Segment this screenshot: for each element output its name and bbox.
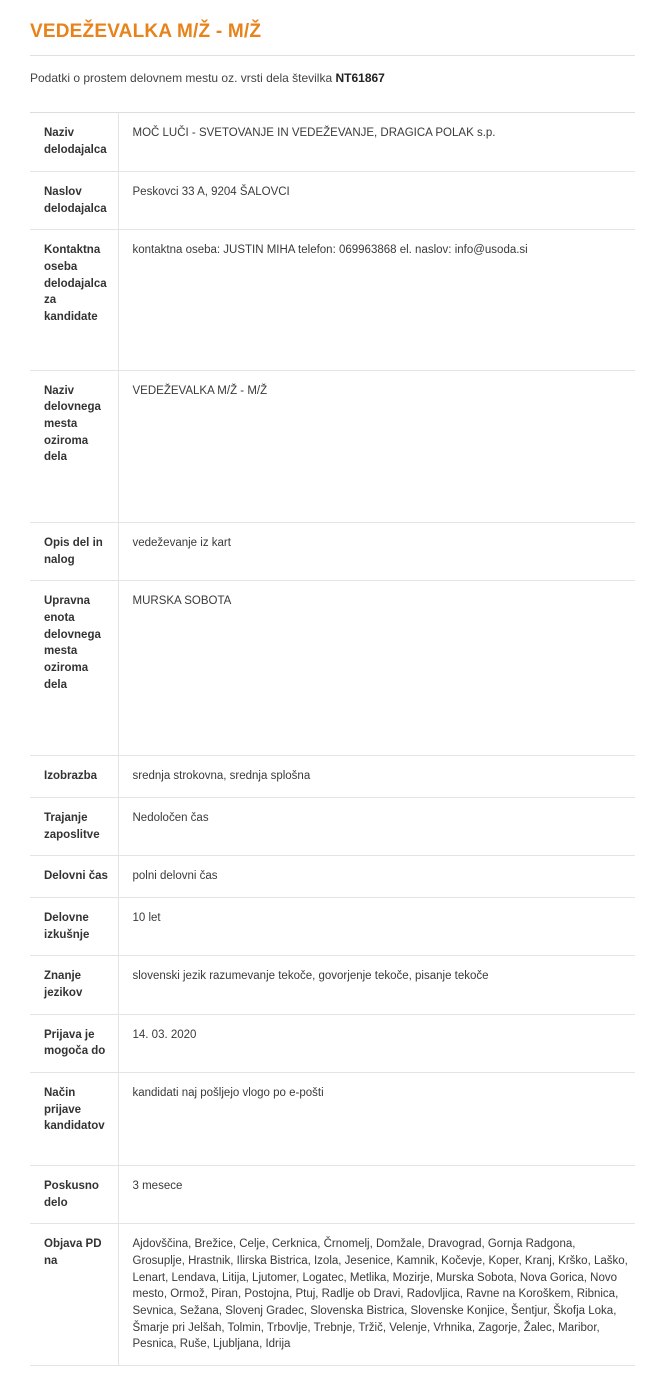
row-label: Upravna enota delovnega mesta oziroma dela <box>44 595 101 691</box>
table-row <box>30 756 635 798</box>
posting-subtitle <box>30 70 635 87</box>
table-row <box>30 856 635 898</box>
row-label: Poskusno delo <box>44 1180 99 1209</box>
row-value: 3 mesece <box>118 1166 635 1224</box>
row-label: Kontaktna oseba delodajalca za kandidate <box>44 244 107 323</box>
row-value: Ajdovščina, Brežice, Celje, Cerknica, Črnomelj, Domžale, Dravograd, Gornja Radgona, Grosuplje, Hrastnik, Ilirska Bistrica, Izola, Jesenice, Kamnik, Kočevje, Koper, Kranj, Krško, Laško, Lenart, Lendava, Litija, Ljutomer, Logatec, Metlika, Mozirje, Murska Sobota, Nova Gorica, Novo mesto, Ormož, Piran, Postojna, Ptuj, Radlje ob Dravi, Radovljica, Ravne na Koroškem, Ribnica, Sevnica, Sežana, Slovenj Gradec, Slovenska Bistrica, Slovenske Konjice, Šentjur, Škofja Loka, Šmarje pri Jelšah, Tolmin, Trbovlje, Trebnje, Tržič, Velenje, Vrhnika, Zagorje, Žalec, Maribor, Pesnica, Ruše, Ljubljana, Idrija <box>118 1224 635 1366</box>
row-label: Objava PD na <box>44 1238 102 1268</box>
row-label: Izobrazba <box>44 770 98 783</box>
row-value: MOČ LUČI - SVETOVANJE IN VEDEŽEVANJE, DRAGICA POLAK s.p. <box>118 113 635 171</box>
table-row <box>30 797 635 855</box>
table-row <box>30 1166 635 1224</box>
row-value: kontaktna oseba: JUSTIN MIHA telefon: 069963868 el. naslov: info@usoda.si <box>118 230 635 370</box>
page-title: VEDEŽEVALKA M/Ž - M/Ž <box>30 21 262 42</box>
table-row <box>30 1014 635 1072</box>
table-row <box>30 522 635 580</box>
table-row <box>30 171 635 229</box>
row-label: Način prijave kandidatov <box>44 1086 105 1133</box>
row-label: Znanje jezikov <box>44 970 83 999</box>
row-label: Naslov delodajalca <box>44 185 107 215</box>
table-row <box>30 1224 635 1366</box>
row-value: slovenski jezik razumevanje tekoče, govorjenje tekoče, pisanje tekoče <box>118 956 635 1014</box>
row-value: MURSKA SOBOTA <box>118 581 635 756</box>
row-value: vedeževanje iz kart <box>118 522 635 580</box>
row-value: srednja strokovna, srednja splošna <box>118 756 635 798</box>
row-value: 10 let <box>118 897 635 955</box>
posting-number: NT61867 <box>335 70 385 85</box>
row-label: Prijava je mogoča do <box>44 1028 106 1058</box>
table-row <box>30 230 635 370</box>
table-row <box>30 956 635 1014</box>
table-row <box>30 1072 635 1165</box>
subtitle-text: Podatki o prostem delovnem mestu oz. vrsti dela številka <box>30 70 336 85</box>
row-label: Naziv delodajalca <box>44 127 107 157</box>
table-row <box>30 113 635 171</box>
row-label: Trajanje zaposlitve <box>44 811 100 841</box>
row-label: Delovni čas <box>44 870 108 883</box>
row-value: kandidati naj pošljejo vlogo po e-pošti <box>118 1072 635 1165</box>
row-label: Delovne izkušnje <box>44 911 90 941</box>
row-value: 14. 03. 2020 <box>118 1014 635 1072</box>
row-label: Opis del in nalog <box>44 536 103 566</box>
table-row <box>30 370 635 522</box>
row-value: Nedoločen čas <box>118 797 635 855</box>
row-value: VEDEŽEVALKA M/Ž - M/Ž <box>118 370 635 522</box>
row-value: polni delovni čas <box>118 856 635 898</box>
job-details-table <box>30 112 635 1366</box>
table-row <box>30 581 635 756</box>
title-divider <box>30 55 635 56</box>
table-row <box>30 897 635 955</box>
row-label: Naziv delovnega mesta oziroma dela <box>44 384 101 464</box>
row-value: Peskovci 33 A, 9204 ŠALOVCI <box>118 171 635 229</box>
